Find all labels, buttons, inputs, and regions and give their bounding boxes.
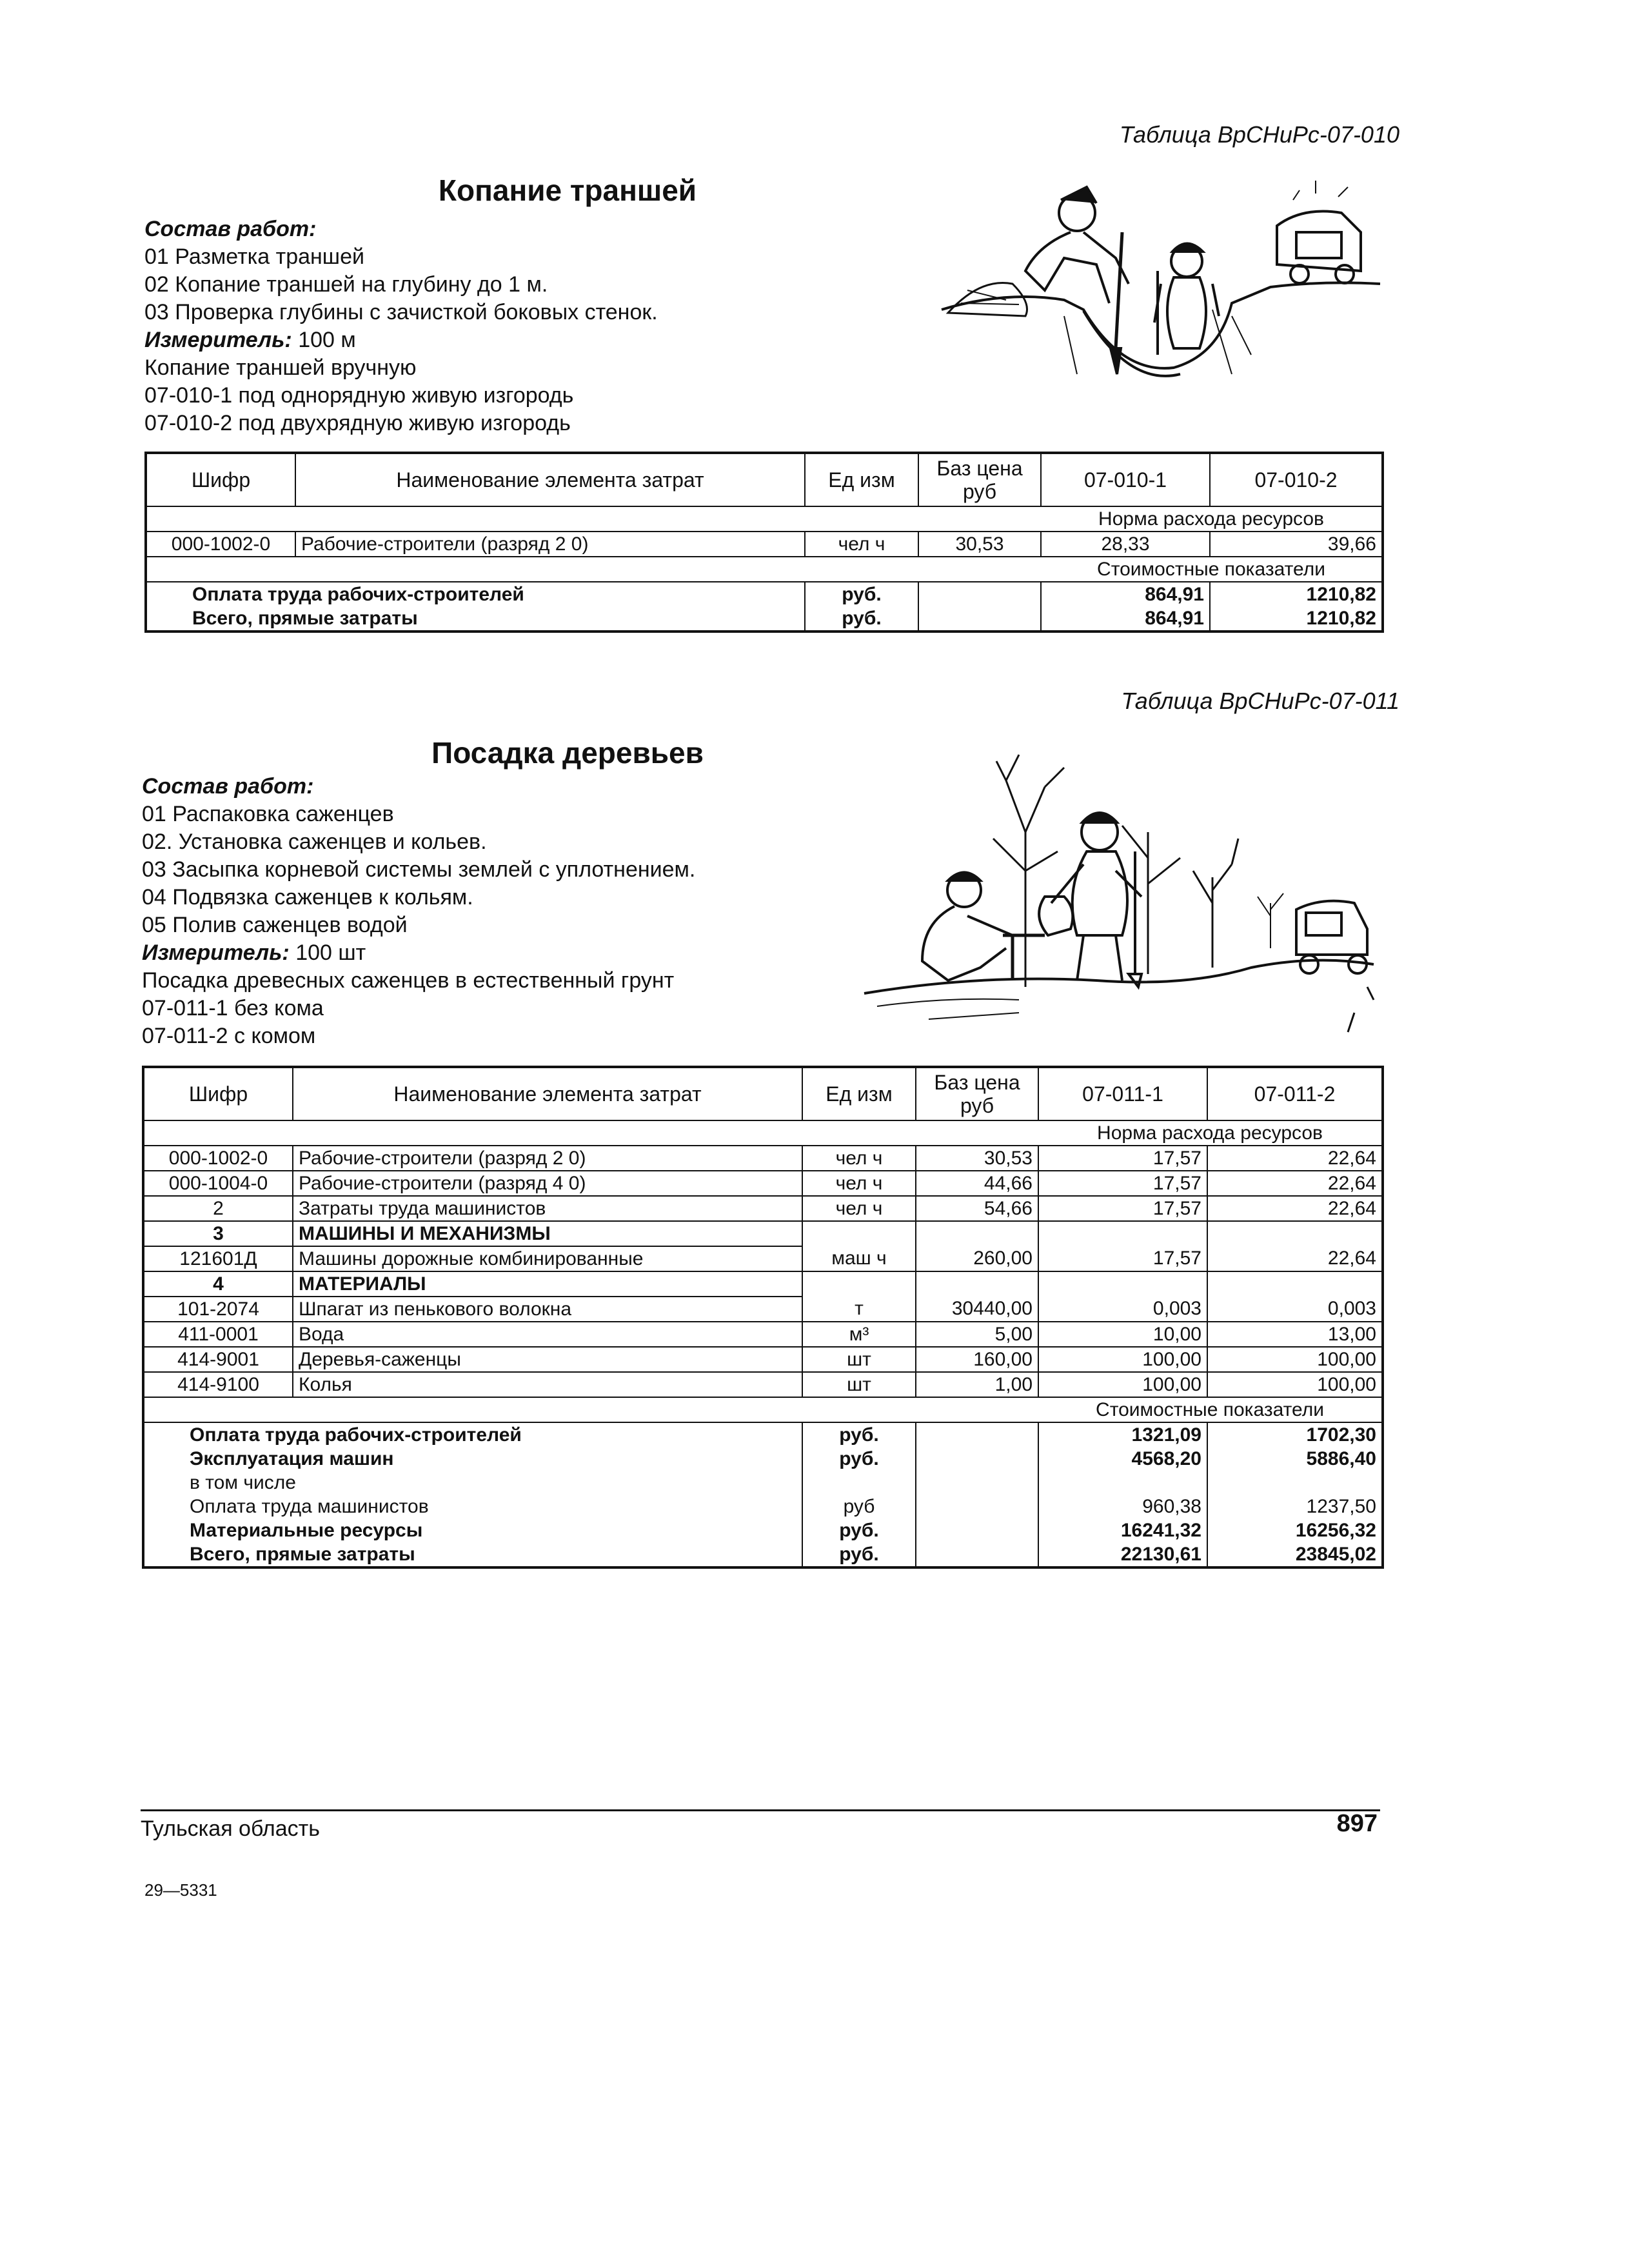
table-row (143, 1196, 1383, 1221)
cost-value-1: 960,38 (1038, 1495, 1207, 1518)
variant-item: 07-010-2 под двухрядную живую изгородь (144, 411, 571, 435)
cost-value-2: 23845,02 (1295, 1543, 1376, 1565)
cost-value-1: 4568,20 (1038, 1447, 1207, 1471)
table-row (143, 1146, 1383, 1171)
row-value-1: 28,33 (1041, 532, 1210, 557)
row-name: Деревья-саженцы (293, 1347, 802, 1372)
work-description: Копание траншей вручную (144, 355, 417, 380)
cost-value-1: 22130,61 (1038, 1542, 1207, 1567)
row-value-2: 100,00 (1207, 1347, 1383, 1372)
step-item: 01 Разметка траншей (144, 244, 364, 269)
row-unit: т (802, 1297, 916, 1322)
col-header-variant-1: 07-010-1 (1041, 453, 1210, 506)
composition-label: Состав работ: (144, 217, 317, 241)
cost-name: Оплата труда машинистов (143, 1495, 802, 1518)
col-header-code: Шифр (143, 1067, 293, 1120)
step-item: 03 Проверка глубины с зачисткой боковых стенок. (144, 300, 658, 324)
page-number: 897 (1336, 1810, 1378, 1837)
row-value-1: 10,00 (1038, 1322, 1207, 1347)
row-name: Рабочие-строители (разряд 2 0) (293, 1146, 802, 1171)
section-title: Посадка деревьев (431, 736, 704, 770)
tree-planting-illustration (851, 742, 1380, 1045)
footer-divider (141, 1809, 1380, 1811)
row-name: МАШИНЫ И МЕХАНИЗМЫ (293, 1221, 802, 1246)
row-name: Рабочие-строители (разряд 4 0) (293, 1171, 802, 1196)
step-item: 02 Копание траншей на глубину до 1 м. (144, 272, 548, 297)
col-header-name: Наименование элемента затрат (293, 1067, 802, 1120)
row-code: 411-0001 (143, 1322, 293, 1347)
cost-row (143, 1447, 1383, 1471)
cost-value-2: 1210,82 (1306, 583, 1376, 605)
trench-digging-illustration (929, 161, 1393, 393)
col-header-unit: Ед изм (805, 453, 918, 506)
cost-unit: руб. (802, 1542, 916, 1567)
row-value-2: 13,00 (1207, 1322, 1383, 1347)
cost-unit: руб. (805, 582, 918, 606)
cost-unit: руб. (802, 1422, 916, 1447)
cost-name: Оплата труда рабочих-строителей (143, 1422, 802, 1447)
row-code: 000-1002-0 (146, 532, 295, 557)
cost-label: Стоимостные показатели (1038, 1397, 1383, 1422)
cost-band (143, 1397, 1383, 1422)
row-name: Вода (293, 1322, 802, 1347)
cost-name: Эксплуатация машин (143, 1447, 802, 1471)
row-price: 1,00 (916, 1372, 1038, 1397)
table-row (143, 1246, 1383, 1271)
group-heading-row (143, 1271, 1383, 1297)
row-price: 260,00 (916, 1246, 1038, 1271)
row-unit: шт (802, 1347, 916, 1372)
cost-band (146, 557, 1383, 582)
col-header-price: Баз цена руб (918, 453, 1041, 506)
cost-value-1: 864,91 (1041, 582, 1210, 606)
row-value-1: 17,57 (1038, 1171, 1207, 1196)
row-code: 000-1004-0 (143, 1171, 293, 1196)
cost-unit: руб (802, 1495, 916, 1518)
row-name: Шпагат из пенькового волокна (293, 1297, 802, 1322)
cost-unit (802, 1471, 916, 1495)
row-value-2: 22,64 (1207, 1146, 1383, 1171)
row-unit: чел ч (805, 532, 918, 557)
cost-row (143, 1542, 1383, 1567)
row-value-2 (1207, 1221, 1383, 1246)
row-code: 3 (143, 1221, 293, 1246)
group-heading-row (143, 1221, 1383, 1246)
row-code: 000-1002-0 (143, 1146, 293, 1171)
row-value-1: 100,00 (1038, 1347, 1207, 1372)
cost-empty (916, 1471, 1038, 1495)
footer-region: Тульская область (141, 1816, 320, 1841)
variant-item: 07-010-1 под однорядную живую изгородь (144, 383, 574, 408)
col-header-unit: Ед изм (802, 1067, 916, 1120)
cost-name: Всего, прямые затраты (146, 606, 805, 632)
work-composition (142, 773, 695, 1050)
row-price: 5,00 (916, 1322, 1038, 1347)
row-name: Машины дорожные комбинированные (293, 1246, 802, 1271)
cost-empty (916, 1542, 1038, 1567)
cost-empty (916, 1422, 1038, 1447)
row-value-1 (1038, 1221, 1207, 1246)
table-row (143, 1322, 1383, 1347)
row-name: Затраты труда машинистов (293, 1196, 802, 1221)
row-value-2: 39,66 (1210, 532, 1383, 557)
cost-empty (916, 1495, 1038, 1518)
row-value-1: 17,57 (1038, 1146, 1207, 1171)
table-tag: Таблица ВрСНиРс-07-011 (1121, 688, 1399, 714)
step-item: 03 Засыпка корневой системы землей с уплотнением. (142, 857, 696, 882)
table-header-row (146, 453, 1383, 506)
row-code: 2 (143, 1196, 293, 1221)
cost-name: Оплата труда рабочих-строителей (146, 582, 805, 606)
cost-name: в том числе (143, 1471, 802, 1495)
row-price: 54,66 (916, 1196, 1038, 1221)
step-item: 05 Полив саженцев водой (142, 913, 408, 937)
row-unit: чел ч (802, 1196, 916, 1221)
row-price: 30,53 (918, 532, 1041, 557)
print-code: 29—5331 (144, 1880, 217, 1900)
row-value-2: 22,64 (1207, 1196, 1383, 1221)
cost-label: Стоимостные показатели (1041, 557, 1383, 582)
row-value-1: 100,00 (1038, 1372, 1207, 1397)
row-code: 4 (143, 1271, 293, 1297)
cost-value-1: 864,91 (1041, 606, 1210, 632)
row-unit (802, 1271, 916, 1297)
cost-row (143, 1471, 1383, 1495)
cost-value-2: 1210,82 (1306, 607, 1376, 629)
cost-row (146, 606, 1383, 632)
variant-item: 07-011-2 с комом (142, 1024, 316, 1048)
row-unit: м³ (802, 1322, 916, 1347)
table-tag: Таблица ВрСНиРс-07-010 (1119, 121, 1399, 148)
row-price: 160,00 (916, 1347, 1038, 1372)
meter-value: 100 м (298, 328, 356, 352)
row-unit (802, 1221, 916, 1246)
cost-value-2: 16256,32 (1295, 1519, 1376, 1541)
table-row (143, 1171, 1383, 1196)
resource-table-07-011 (142, 1066, 1384, 1569)
col-header-name: Наименование элемента затрат (295, 453, 805, 506)
row-value-2: 0,003 (1207, 1297, 1383, 1322)
table-row (143, 1372, 1383, 1397)
row-value-1: 17,57 (1038, 1196, 1207, 1221)
row-price: 30,53 (916, 1146, 1038, 1171)
cost-unit: руб. (802, 1518, 916, 1542)
norm-label: Норма расхода ресурсов (1041, 506, 1383, 532)
cost-value-2: 5886,40 (1306, 1447, 1376, 1469)
norm-band (143, 1120, 1383, 1146)
row-value-1: 17,57 (1038, 1246, 1207, 1271)
resource-table-07-010 (144, 452, 1384, 633)
section-title: Копание траншей (438, 174, 697, 207)
table-header-row (143, 1067, 1383, 1120)
row-unit: чел ч (802, 1146, 916, 1171)
row-price (916, 1271, 1038, 1297)
cost-value-1: 1321,09 (1038, 1422, 1207, 1447)
norm-band (146, 506, 1383, 532)
work-composition (144, 215, 658, 437)
table-row (146, 532, 1383, 557)
norm-label: Норма расхода ресурсов (1038, 1120, 1383, 1146)
meter-value: 100 шт (295, 940, 366, 965)
cost-unit: руб. (805, 606, 918, 632)
col-header-price: Баз цена руб (916, 1067, 1038, 1120)
row-unit: шт (802, 1372, 916, 1397)
row-name: Колья (293, 1372, 802, 1397)
row-value-1 (1038, 1271, 1207, 1297)
cost-empty (916, 1447, 1038, 1471)
row-value-2 (1207, 1271, 1383, 1297)
row-price: 30440,00 (916, 1297, 1038, 1322)
variant-item: 07-011-1 без кома (142, 996, 324, 1020)
row-value-2: 22,64 (1207, 1171, 1383, 1196)
cost-unit: руб. (802, 1447, 916, 1471)
row-code: 121601Д (143, 1246, 293, 1271)
cost-name: Материальные ресурсы (143, 1518, 802, 1542)
row-code: 414-9001 (143, 1347, 293, 1372)
row-price (916, 1221, 1038, 1246)
step-item: 04 Подвязка саженцев к кольям. (142, 885, 473, 910)
composition-label: Состав работ: (142, 774, 314, 799)
cost-value-1: 16241,32 (1038, 1518, 1207, 1542)
cost-value-2: 1702,30 (1306, 1424, 1376, 1446)
row-value-1: 0,003 (1038, 1297, 1207, 1322)
row-name: МАТЕРИАЛЫ (293, 1271, 802, 1297)
cost-row (146, 582, 1383, 606)
row-value-2: 100,00 (1207, 1372, 1383, 1397)
col-header-variant-2: 07-011-2 (1207, 1067, 1383, 1120)
row-code: 414-9100 (143, 1372, 293, 1397)
meter-label: Измеритель: (142, 940, 290, 965)
row-value-2: 22,64 (1207, 1246, 1383, 1271)
row-price: 44,66 (916, 1171, 1038, 1196)
col-header-variant-2: 07-010-2 (1210, 453, 1383, 506)
row-name: Рабочие-строители (разряд 2 0) (295, 532, 805, 557)
row-unit: чел ч (802, 1171, 916, 1196)
cost-value-2 (1207, 1471, 1383, 1495)
cost-name: Всего, прямые затраты (143, 1542, 802, 1567)
cost-row (143, 1495, 1383, 1518)
col-header-variant-1: 07-011-1 (1038, 1067, 1207, 1120)
col-header-code: Шифр (146, 453, 295, 506)
row-unit: маш ч (802, 1246, 916, 1271)
cost-row (143, 1518, 1383, 1542)
step-item: 02. Установка саженцев и кольев. (142, 830, 487, 854)
table-row (143, 1347, 1383, 1372)
meter-label: Измеритель: (144, 328, 292, 352)
row-code: 101-2074 (143, 1297, 293, 1322)
cost-value-2: 1237,50 (1306, 1495, 1376, 1517)
table-row (143, 1297, 1383, 1322)
step-item: 01 Распаковка саженцев (142, 802, 394, 826)
cost-empty (916, 1518, 1038, 1542)
work-description: Посадка древесных саженцев в естественный грунт (142, 968, 675, 993)
cost-value-1 (1038, 1471, 1207, 1495)
cost-row (143, 1422, 1383, 1447)
